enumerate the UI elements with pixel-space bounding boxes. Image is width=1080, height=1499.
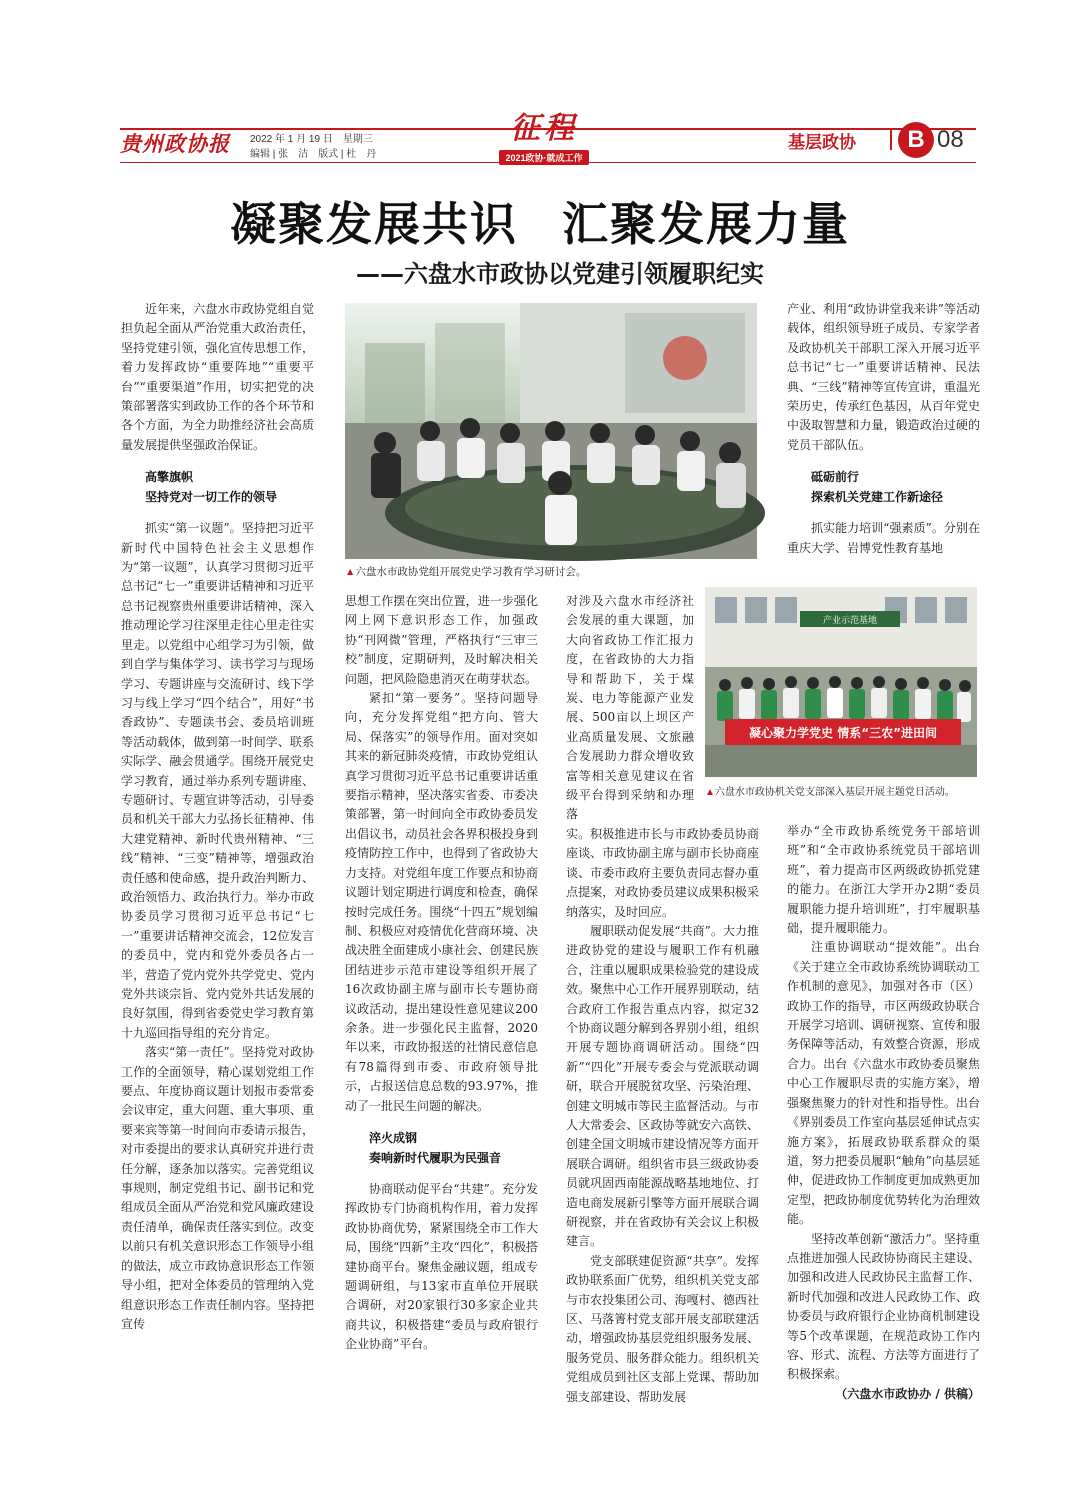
article-column-4-top xyxy=(787,300,980,562)
section-subhead: 淬火成钢 xyxy=(369,1130,418,1145)
photo-group-caption-text: 六盘水市政协机关党支部深入基层开展主题党日活动。 xyxy=(714,787,955,798)
article-column-1 xyxy=(121,300,314,1390)
section-subhead: 砥砺前行 xyxy=(811,470,860,485)
paragraph: 举办“全市政协系统党务干部培训班”和“全市政协系统党员干部培训班”，着力提高市区两级政协抓党建的能力。在浙江大学开办2期“委员履职能力提升培训班”，打牢履职基础，提升履职能力。 xyxy=(787,824,980,936)
paragraph: 对涉及六盘水市经济社会发展的重大课题，加大向省政协工作汇报力度，在省政协的大力指导和帮助下，关于煤炭、电力等能源产业发展、500亩以上坝区产业高质量发展、文旅融合发展助力群众增收致富等相关意见建议在省级平台得到采纳和办理落 xyxy=(566,594,694,822)
photo-sign-text: 产业示范基地 xyxy=(822,616,878,626)
section-subhead: 高擎旗帜 xyxy=(145,470,194,485)
section-name: 基层政协 xyxy=(788,133,856,152)
column-logo xyxy=(492,112,596,166)
spacer xyxy=(121,507,314,519)
page-number: 08 xyxy=(937,126,964,153)
meeting-photo-illustration xyxy=(345,303,757,559)
paragraph: 协商联动促平台“共建”。充分发挥政协专门协商机构作用，着力发挥政协协商优势，紧紧围绕全市工作大局，围绕“四新”主攻“四化”，积极搭建协商平台。聚焦金融议题，组成专题调研组，与13家市直单位开展联合调研，对20家银行30多家企业共商共议，积极搭建“委员与政府银行企业协商”平台。 xyxy=(345,1181,538,1352)
paragraph: 抓实“第一议题”。坚持把习近平新时代中国特色社会主义思想作为“第一议题”，认真学习贯彻习近平总书记“七一”重要讲话精神和习近平总书记视察贵州重要讲话精神，深入推动理论学习往深里走往心里走往实里走。以党组中心组学习为引领，做到自学与集体学习、读书学习与现场学习、专题讲座与交流研讨、线下学习与线上学习“四个结合”，用好“书香政协”、专题读书会、委员培训班等活动载体，做到第一时间学、联系实际学、融会贯通学。围绕开展党史学习教育，通过举办系列专题讲座、专题研讨、专题宣讲等活动，引导委员和机关干部大力弘扬长征精神、伟大建党精神、新时代贵州精神、“三线”精神、“三变”精神等，增强政治责任感和使命感，提升政治判断力、政治领悟力、政治执行力。举办市政协委员学习贯彻习近平总书记“七一”重要讲话精神交流会，12位发言的委员中，党内和党外委员各占一半，营造了党内党外共学党史、党内党外共谈宗旨、党内党外共话发展的良好氛围，得到省委党史学习教育第十九巡回指导组的充分肯定。 xyxy=(121,521,314,1040)
headline-part-1: 凝聚发展共识 xyxy=(230,197,518,251)
caption-triangle-icon: ▲ xyxy=(345,566,356,578)
paragraph: 抓实能力培训“强素质”。分别在重庆大学、岩博党性教育基地 xyxy=(787,521,980,555)
paragraph: 产业、利用“政协讲堂我来讲”等活动载体，组织领导班子成员、专家学者及政协机关干部职工深入开展习近平总书记“七一”重要讲话精神、民法典、“三线”精神等宣传宣讲，重温光荣历史，传承红色基因，从百年党史中汲取智慧和力量，锻造政治过硬的党员干部队伍。 xyxy=(787,302,980,452)
article-headline xyxy=(0,188,1080,254)
headline-part-2: 汇聚发展力量 xyxy=(562,197,850,251)
paragraph: 近年来，六盘水市政协党组自觉担负起全面从严治党重大政治责任，坚持党建引领，强化宣传思想工作，着力发挥政协“重要阵地”“重要平台”“重要渠道”作用，切实把党的决策部署落实到政协工作的各个环节和各个方面，为全力助推经济社会高质量发展提供坚强政治保证。 xyxy=(121,302,314,452)
spacer xyxy=(345,1116,538,1128)
article-credit: （六盘水市政协办 / 供稿） xyxy=(835,1386,980,1401)
section-separator xyxy=(890,130,892,150)
section-subhead: 坚持党对一切工作的领导 xyxy=(145,490,278,505)
spacer xyxy=(787,455,980,467)
paragraph: 履职联动促发展“共商”。大力推进政协党的建设与履职工作有机融合，注重以履职成果检验党的建设成效。聚焦中心工作开展界别联动，结合政府工作报告重点内容，拟定32个协商议题分解到各界别小组，组织开展专题协商调研活动。围绕“四新”“四化”开展专委会与党派联动调研，联合开展脱贫攻坚、污染治理、创建文明城市等民主监督活动。与市人大常委会、区政协等就安六高铁、创建全国文明城市建设情况等方面开展联合调研。组织省市县三级政协委员就巩固西南能源战略基地地位、打造电商发展新引擎等方面开展联合调研视察，并在省政协有关会议上积极建言。 xyxy=(566,923,759,1249)
section-letter-badge: B xyxy=(898,122,934,158)
article-subheadline: ——六盘水市政协以党建引领履职纪实 xyxy=(356,260,764,288)
article-column-3 xyxy=(566,592,759,1404)
article-column-2 xyxy=(345,592,538,1392)
photo-meeting-caption-text: 六盘水市政协党组开展党史学习教育学习研讨会。 xyxy=(355,566,587,578)
photo-banner-text: 凝心聚力学党史 情系“三农”进田间 xyxy=(749,726,937,740)
newspaper-name: 贵州政协报 xyxy=(120,131,230,156)
photo-meeting-caption xyxy=(345,564,586,579)
paragraph: 坚持改革创新“激活力”。坚持重点推进加强人民政协协商民主建设、加强和改进人民政协民主监督工作、新时代加强和改进人民政协工作、政协委员与政府银行企业协商机制建设等5个改革课题，在规范政协工作内容、形式、流程、方法等方面进行了积极探索。 xyxy=(787,1231,980,1382)
paragraph: 注重协调联动“提效能”。出台《关于建立全市政协系统协调联动工作机制的意见》，加强对各市（区）政协工作的指导，市区两级政协联合开展学习培训、调研视察、宣传和服务保障等活动，有效整合资源，形成合力。出台《六盘水市政协委员聚焦中心工作履职尽责的实施方案》，增强聚焦聚力的针对性和指导性。出台《界别委员工作室向基层延伸试点实施方案》，拓展政协联系群众的渠道，努力把委员履职“触角”向基层延伸，促进政协工作制度更加成熟更加定型，把政协制度优势转化为治理效能。 xyxy=(787,940,980,1227)
section-subhead: 奏响新时代履职为民强音 xyxy=(369,1150,502,1165)
spacer xyxy=(787,507,980,519)
paragraph: 党支部联建促资源“共享”。发挥政协联系面广优势，组织机关党支部与市农投集团公司、海嘎村、德西社区、马落箐村党支部开展支部联建活动，增强政协基层党组织服务发展、服务党员、服务群众能力。组织机关党组成员到社区支部上党课、帮助加强支部建设、帮助发展 xyxy=(566,1253,759,1404)
paragraph: 思想工作摆在突出位置，进一步强化网上网下意识形态工作，加强政协“刊网微”管理，严格执行“三审三校”制度，定期研判，及时解决相关问题，把风险隐患消灭在萌芽状态。 xyxy=(345,594,538,686)
photo-meeting xyxy=(345,303,757,559)
publication-date: 2022 年 1 月 19 日 星期三 xyxy=(250,134,373,145)
column-logo-title: 征程 xyxy=(510,111,578,146)
paragraph: 落实“第一责任”。坚持党对政协工作的全面领导，精心谋划党组工作要点、年度协商议题计划报市委常委会议审定，重大问题、重大事项、重要来宾等第一时间向市委请示报告，对市委提出的要求认真研究并进行责任分解，逐条加以落实。完善党组议事规则，制定党组书记、副书记和党组成员全面从严治党和党风廉政建设责任清单，确保责任落实到位。改变以前只有机关意识形态工作领导小组的做法，成立市政协意识形态工作领导小组，把对全体委员的管理纳入党组意识形态工作责任制内容。坚持把宣传 xyxy=(121,1045,314,1331)
article-column-4-bottom xyxy=(787,822,980,1401)
column-logo-subtitle: 2021政协·就成工作 xyxy=(499,150,588,165)
paragraph: 实。积极推进市长与市政协委员协商座谈、市政协副主席与副市长协商座谈、市委市政府主要负责同志督办重点提案，对政协委员建议成果积极采纳落实，及时回应。 xyxy=(566,826,759,919)
paragraph: 紧扣“第一要务”。坚持问题导向，充分发挥党组“把方向、管大局、保落实”的领导作用。面对突如其来的新冠肺炎疫情，市政协党组认真学习贯彻习近平总书记重要讲话重要指示精神，坚决落实省委、市委决策部署，第一时间向全市政协委员发出倡议书，动员社会各界积极投身到疫情防控工作中，也得到了省政协大力支持。对党组年度工作要点和协商议题计划定期进行调度和检查，确保按时完成任务。围绕“十四五”规划编制、积极应对疫情优化营商环境、决战决胜全面建成小康社会、创建民族团结进步示范市建设等组织开展了16次政协副主席与副市长专题协商议政活动，提出建设性意见建议200余条。进一步强化民主监督，2020年以来，市政协报送的社情民意信息有78篇得到市委、市政府领导批示，占报送信息总数的93.97%，推动了一批民生问题的解决。 xyxy=(345,691,538,1113)
editor-line: 编辑 | 张 洁 版式 | 杜 丹 xyxy=(250,149,377,160)
spacer xyxy=(345,1168,538,1180)
section-subhead: 探索机关党建工作新途径 xyxy=(811,490,944,505)
caption-triangle-icon: ▲ xyxy=(705,787,715,798)
spacer xyxy=(121,455,314,467)
